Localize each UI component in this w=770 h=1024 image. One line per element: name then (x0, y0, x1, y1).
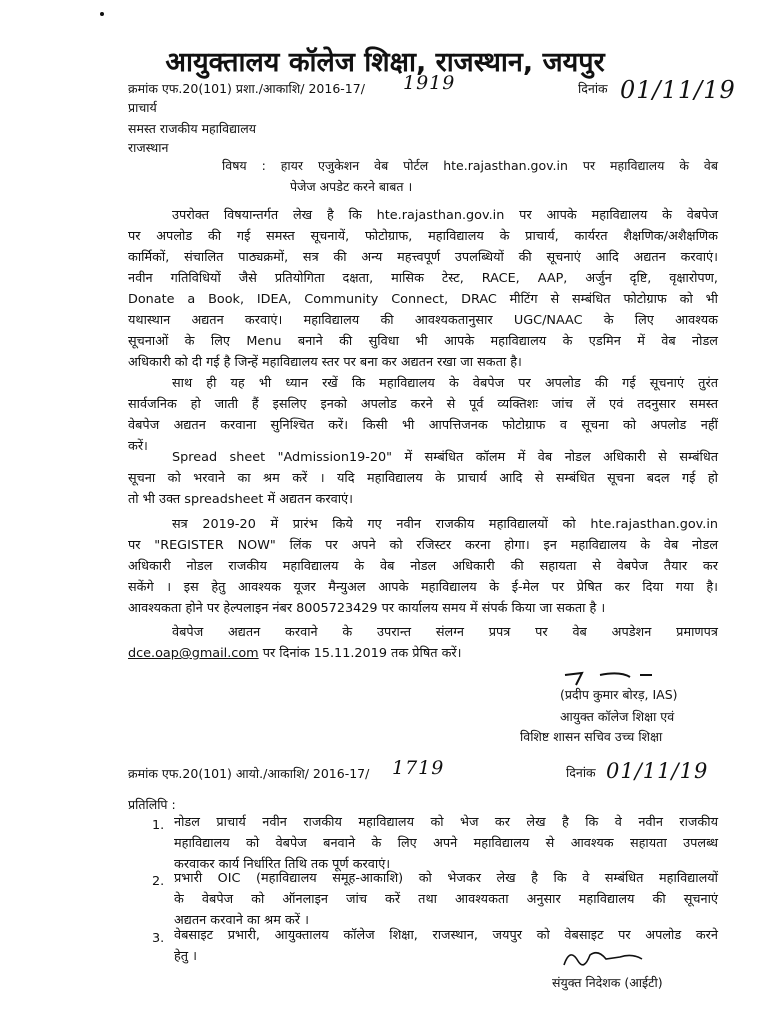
paragraph-5 (128, 622, 718, 664)
signatory-designation-1: आयुक्त कॉलेज शिक्षा एवं (560, 709, 675, 724)
copy-to-label: प्रतिलिपि : (128, 797, 176, 812)
para1-line: कार्मिकों, संचालित पाठ्यक्रमों, सत्र की अन्य महत्त्वपूर्ण उपलब्धियों की सूचनाएं आदि अद्यतन करवाएं। (128, 250, 718, 265)
email-link[interactable]: dce.oap@gmail.com (128, 646, 259, 661)
para1-line: पर अपलोड की गई समस्त सूचनायें, फोटोग्राफ, महाविद्यालय के प्राचार्य, कार्यरत शैक्षणिक/अशैक्षणिक (128, 229, 718, 244)
copy-item-2 (174, 868, 718, 931)
para1-line: नवीन गतिविधियों जैसे प्रतियोगिता दक्षता, मासिक टेस्ट, RACE, AAP, अर्जुन दृष्टि, वृक्षारोपण, (128, 271, 718, 286)
para3-line: तो भी उक्त spreadsheet में अद्यतन करवाएं। (128, 492, 353, 507)
copy-item-line: नोडल प्राचार्य नवीन राजकीय महाविद्यालय को भेज कर लेख है कि वे नवीन राजकीय (174, 815, 718, 830)
para2-line: वेबपेज अद्यतन करवाना सुनिश्चित करें। किसी भी आपत्तिजनक फोटोग्राफ व सूचना को अपलोड नहीं (128, 418, 718, 433)
date-label: दिनांक (578, 81, 608, 96)
signatory-name: (प्रदीप कुमार बोरड़, IAS) (560, 687, 678, 702)
copy-date-handwritten: 01/11/19 (606, 759, 709, 783)
copy-reference-number: क्रमांक एफ.20(101) आयो./आकाशि/ 2016-17/ (128, 766, 370, 781)
paragraph-3 (128, 447, 718, 510)
para1-line: अधिकारी को दी गई है जिन्हें महाविद्यालय स्तर पर बना कर अद्यतन रखा जा सकता है। (128, 355, 522, 370)
para4-line: सत्र 2019-20 में प्रारंभ किये गए नवीन राजकीय महाविद्यालयों को hte.rajasthan.gov.in (172, 517, 718, 532)
joint-director-designation: संयुक्त निदेशक (आईटी) (552, 975, 663, 990)
copy-item-line: अद्यतन करवाने का श्रम करें । (174, 913, 309, 928)
subject-line-2: पेजेज अपडेट करने बाबत । (290, 179, 413, 194)
paragraph-1 (128, 205, 718, 373)
addressee-line-1: प्राचार्य (128, 100, 157, 115)
copy-reference-handwritten: 1719 (392, 757, 445, 779)
office-heading: आयुक्तालय कॉलेज शिक्षा, राजस्थान, जयपुर (165, 47, 605, 78)
para5-line-2 (128, 643, 718, 664)
para2-line: सार्वजनिक हो जाती हैं इसलिए इनको अपलोड करने से पूर्व व्यक्तिशः जांच लें एवं तदनुसार समस्त (128, 397, 718, 412)
signatory-designation-2: विशिष्ट शासन सचिव उच्च शिक्षा (520, 729, 663, 744)
para2-line: करें। (128, 439, 148, 454)
addressee-line-3: राजस्थान (128, 140, 169, 155)
copy-item-line: वेबसाइट प्रभारी, आयुक्तालय कॉलेज शिक्षा, राजस्थान, जयपुर को वेबसाइट पर अपलोड करने (174, 928, 718, 943)
signature-scribble-2 (560, 945, 650, 973)
subject-line-1: विषय : हायर एजुकेशन वेब पोर्टल hte.rajasthan.gov.in पर महाविद्यालय के वेब (222, 158, 718, 173)
copy-item-1 (174, 812, 718, 875)
copy-item-number: 2. (152, 874, 165, 889)
copy-date-label: दिनांक (566, 765, 596, 780)
para3-line: सूचना को भरवाने का श्रम करें । यदि महाविद्यालय के प्राचार्य आदि से सम्बंधित सूचना बदल गई हो (128, 471, 718, 486)
reference-number: क्रमांक एफ.20(101) प्रशा./आकाशि/ 2016-17/ (128, 81, 365, 96)
para1-line: Donate a Book, IDEA, Community Connect, DRAC मीटिंग से सम्बंधित फोटोग्राफ को भी (128, 292, 718, 307)
scan-mark (100, 12, 104, 16)
date-handwritten: 01/11/19 (620, 76, 736, 104)
para2-line: साथ ही यह भी ध्यान रखें कि महाविद्यालय के वेबपेज पर अपलोड की गई सूचनाएं तुरंत (172, 376, 718, 391)
copy-item-line: प्रभारी OIC (महाविद्यालय समूह-आकाशि) को भेजकर लेख है कि वे सम्बंधित महाविद्यालयों (174, 871, 718, 886)
para4-line: सकेंगे । इस हेतु आवश्यक यूजर मैन्युअल आपके महाविद्यालय के ई-मेल पर प्रेषित कर दिया गया है। (128, 580, 718, 595)
copy-item-line: हेतु । (174, 949, 198, 964)
reference-handwritten: 1919 (403, 72, 456, 94)
para1-line: यथास्थान अद्यतन करवाएं। महाविद्यालय की आवश्यकतानुसार UGC/NAAC के लिए आवश्यक (128, 313, 718, 328)
para4-line: अधिकारी नोडल राजकीय महाविद्यालय के वेब नोडल अधिकारी की सहायता से वेबपेज तैयार कर (128, 559, 718, 574)
para5-line-2-text: पर दिनांक 15.11.2019 तक प्रेषित करें। (262, 646, 462, 661)
addressee-line-2: समस्त राजकीय महाविद्यालय (128, 121, 256, 136)
para4-line: आवश्यकता होने पर हेल्पलाइन नंबर 8005723429 पर कार्यालय समय में संपर्क किया जा सकता है । (128, 601, 606, 616)
copy-item-number: 3. (152, 931, 165, 946)
para3-line: Spread sheet "Admission19-20" में सम्बंधित कॉलम में वेब नोडल अधिकारी से सम्बंधित (172, 450, 718, 465)
paragraph-4 (128, 514, 718, 619)
paragraph-2 (128, 373, 718, 457)
copy-item-number: 1. (152, 818, 165, 833)
para1-line: सूचनाओं के लिए Menu बनाने की सुविधा भी आपके महाविद्यालय के एडमिन में वेब नोडल (128, 334, 718, 349)
copy-item-line: महाविद्यालय को वेबपेज बनवाने के लिए अपने महाविद्यालय से आवश्यक सहायता उपलब्ध (174, 836, 718, 851)
para5-line-1: वेबपेज अद्यतन करवाने के उपरान्त संलग्न प्रपत्र पर वेब अपडेशन प्रमाणपत्र (172, 625, 718, 640)
para1-line: उपरोक्त विषयान्तर्गत लेख है कि hte.rajasthan.gov.in पर आपके महाविद्यालय के वेबपेज (172, 208, 718, 223)
copy-item-line: के वेबपेज को ऑनलाइन जांच करें तथा आवश्यकता अनुसार महाविद्यालय की सूचनाएं (174, 892, 718, 907)
copy-item-line: करवाकर कार्य निर्धारित तिथि तक पूर्ण करवाएं। (174, 857, 391, 872)
para4-line: पर "REGISTER NOW" लिंक पर अपने को रजिस्टर करना होगा। इन महाविद्यालय के वेब नोडल (128, 538, 718, 553)
